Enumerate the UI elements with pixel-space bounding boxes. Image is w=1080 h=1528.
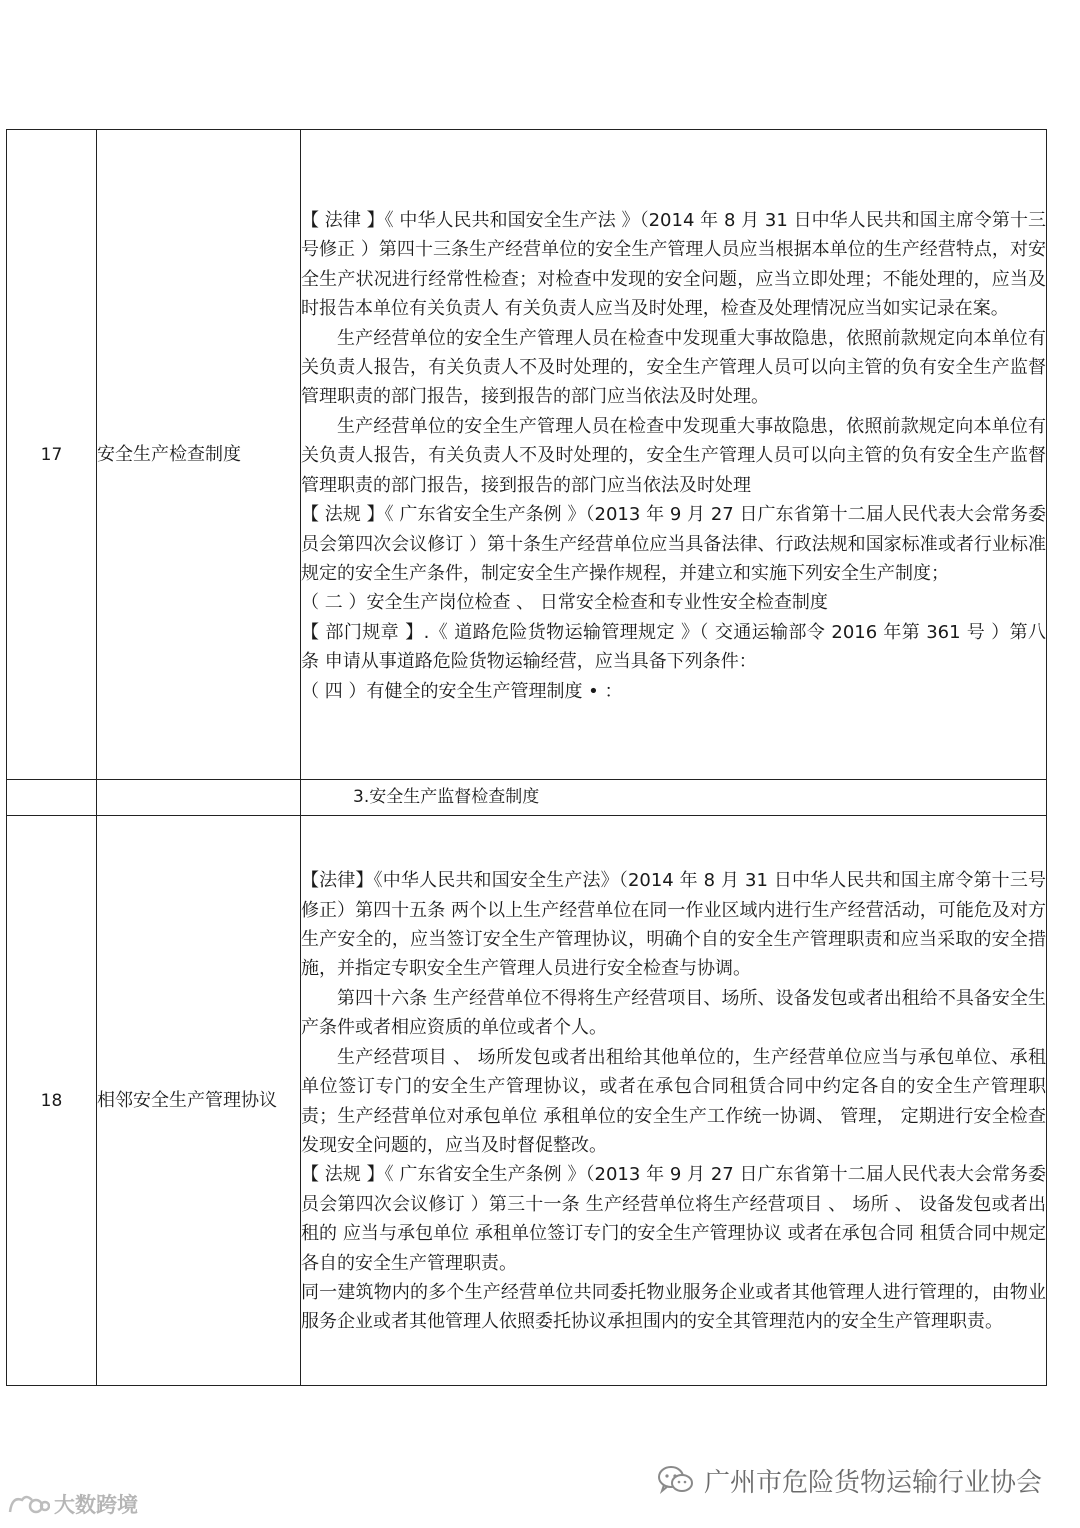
section-row bbox=[7, 780, 1047, 816]
paragraph: 第四十六条 生产经营单位不得将生产经营项目、场所、设备发包或者出租给不具备安全生产条件或者相应资质的单位或者个人。 bbox=[301, 987, 1046, 1039]
paragraph: （ 二 ）安全生产岗位检查 、 日常安全检查和专业性安全检查制度 bbox=[301, 592, 828, 614]
row-number: 17 bbox=[7, 130, 97, 780]
paragraph: 【 部门规章 】.《 道路危险货物运输管理规定 》（ 交通运输部令 2016 年第 361 号 ）第八条 申请从事道路危险货物运输经营，应当具备下列条件： bbox=[301, 621, 1046, 673]
paragraph: 同一建筑物内的多个生产经营单位共同委托物业服务企业或者其他管理人进行管理的，由物业服务企业或者其他管理人依照委托协议承担围内的安全其管理范内的安全生产管理职责。 bbox=[301, 1281, 1046, 1333]
regulation-content bbox=[301, 816, 1047, 1386]
item-name: 相邻安全生产管理协议 bbox=[97, 816, 301, 1386]
table-row bbox=[7, 816, 1047, 1386]
wechat-icon bbox=[656, 1464, 696, 1496]
watermark-text: 大数跨境 bbox=[54, 1493, 138, 1517]
empty-cell bbox=[97, 780, 301, 816]
paragraph: 【 法规 】《 广东省安全生产条例 》（2013 年 9 月 27 日广东省第十二届人民代表大会常务委员会第四次会议修订 ）第十条生产经营单位应当具备法律、行政法规和国家标准或者行业标准规定的安全生产条件，制定安全生产操作规程，并建立和实施下列安全生产制度； bbox=[301, 504, 1046, 584]
row-number: 18 bbox=[7, 816, 97, 1386]
section-heading: 3.安全生产监督检查制度 bbox=[301, 780, 1047, 816]
paragraph: 【法律】《中华人民共和国安全生产法》（2014 年 8 月 31 日中华人民共和国主席令第十三号修正）第四十五条 两个以上生产经营单位在同一作业区域内进行生产经营活动，可能危及对方生产安全的，应当签订安全生产管理协议，明确个自的安全生产管理职责和应当采取的安全措施，并指定专职安全生产管理人员进行安全检查与协调。 bbox=[301, 870, 1046, 980]
watermark-brand bbox=[6, 1488, 138, 1520]
watermark-association bbox=[656, 1460, 1042, 1500]
paragraph: 【 法规 】《 广东省安全生产条例 》（2013 年 9 月 27 日广东省第十二届人民代表大会常务委员会第四次会议修订 ）第三十一条 生产经营单位将生产经营项目 、 场所 、 设备发包或者出租的 应当与承包单位 承租单位签订专门的安全生产管理协议 或者在承包合同 租赁合同中规定各自的安全生产管理职责。 bbox=[301, 1164, 1046, 1274]
item-name: 安全生产检查制度 bbox=[97, 130, 301, 780]
paragraph: 生产经营项目 、 场所发包或者出租给其他单位的，生产经营单位应当与承包单位、承租单位签订专门的安全生产管理协议，或者在承包合同租赁合同中约定各自的安全生产管理职责；生产经营单位对承包单位 承租单位的安全生产工作统一协调、 管理， 定期进行安全检查 发现安全问题的，应当及时督促整改。 bbox=[301, 1046, 1046, 1156]
paragraph: 【 法律 】《 中华人民共和国安全生产法 》（2014 年 8 月 31 日中华人民共和国主席令第十三号修正 ）第四十三条生产经营单位的安全生产管理人员应当根据本单位的生产经营特点，对安全生产状况进行经常性检查；对检查中发现的安全问题，应当立即处理；不能处理的，应当及时报告本单位有关负责人 有关负责人应当及时处理，检查及处理情况应当如实记录在案。 bbox=[301, 210, 1046, 320]
regulation-table bbox=[6, 129, 1047, 1386]
paragraph: 生产经营单位的安全生产管理人员在检查中发现重大事故隐患，依照前款规定向本单位有关负责人报告，有关负责人不及时处理的，安全生产管理人员可以向主管的负有安全生产监督管理职责的部门报告，接到报告的部门应当依法及时处理。 bbox=[301, 327, 1046, 408]
paragraph: 生产经营单位的安全生产管理人员在检查中发现重大事故隐患，依照前款规定向本单位有关负责人报告，有关负责人不及时处理的，安全生产管理人员可以向主管的负有安全生产监督管理职责的部门报告，接到报告的部门应当依法及时处理 bbox=[301, 415, 1046, 496]
paragraph: （ 四 ）有健全的安全生产管理制度 • ： bbox=[301, 680, 623, 702]
regulation-content bbox=[301, 130, 1047, 780]
table-row bbox=[7, 130, 1047, 780]
logo-icon bbox=[6, 1490, 50, 1518]
watermark-text: 广州市危险货物运输行业协会 bbox=[703, 1467, 1042, 1498]
empty-cell bbox=[7, 780, 97, 816]
